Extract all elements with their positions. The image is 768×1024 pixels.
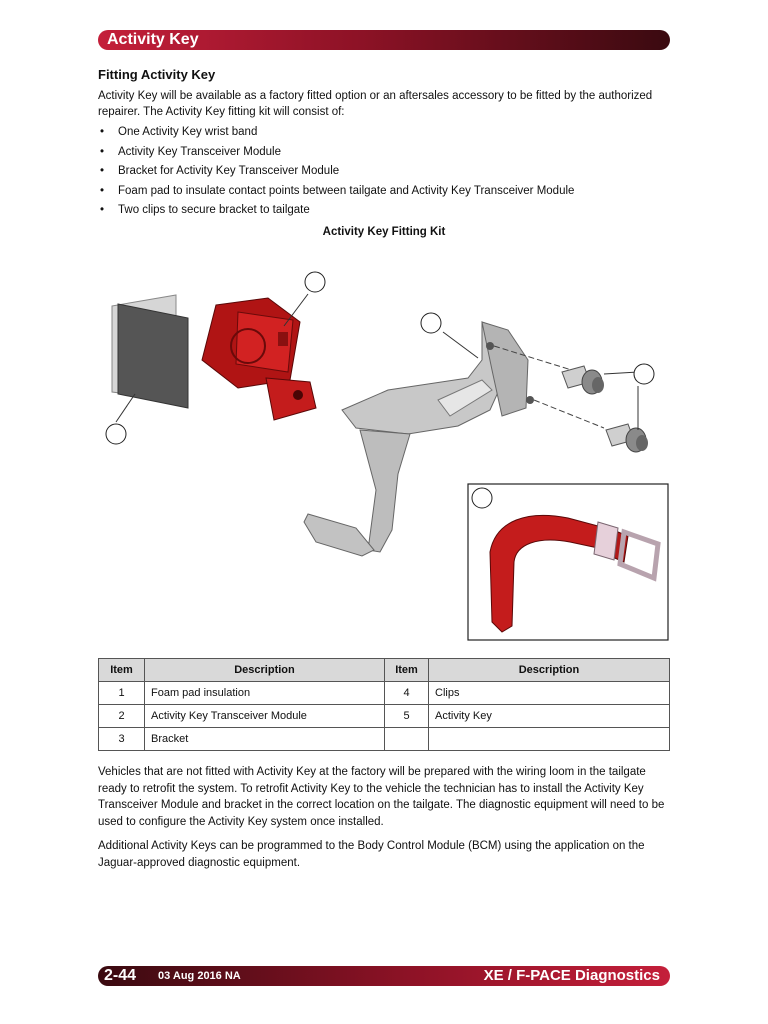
list-item: • Activity Key Transceiver Module <box>98 143 574 163</box>
table-cell: Clips <box>429 682 670 705</box>
table-header-row <box>99 659 670 682</box>
intro-paragraph: Activity Key will be available as a factory fitted option or an aftersales accessory to be fitted by the authorized repairer. The Activity Key fitting kit will consist of: <box>98 90 653 118</box>
table-cell: Bracket <box>145 728 385 751</box>
table-cell <box>385 728 429 751</box>
transceiver-module-image <box>202 294 316 420</box>
callout-circle <box>421 313 441 333</box>
kit-contents-list <box>98 123 574 221</box>
retrofit-paragraph: Vehicles that are not fitted with Activity Key at the factory will be prepared with the wiring loom in the tailgate ready to retrofit the system. To retrofit Activity Key to the vehicle the technician has to install the Activity Key Transceiver Module and bracket in the correct location on the tailgate. The diagnostic equipment will need to be used to configure the Activity Key system once installed. <box>98 766 665 828</box>
column-header: Description <box>429 659 670 682</box>
table-row <box>99 682 670 705</box>
table-cell: Activity Key Transceiver Module <box>145 705 385 728</box>
footer-date: 03 Aug 2016 NA <box>158 970 241 982</box>
table-cell: Activity Key <box>429 705 670 728</box>
figure-caption: Activity Key Fitting Kit <box>322 226 446 238</box>
programming-paragraph: Additional Activity Keys can be programmed to the Body Control Module (BCM) using the application on the Jaguar-approved diagnostic equipment. <box>98 840 645 869</box>
callout-circle <box>634 364 654 384</box>
document-title: XE / F-PACE Diagnostics <box>483 967 660 984</box>
callout-circle <box>472 488 492 508</box>
foam-pad-image <box>112 295 188 422</box>
callout-circle <box>106 424 126 444</box>
table-row <box>99 705 670 728</box>
list-item: • Foam pad to insulate contact points between tailgate and Activity Key Transceiver Module <box>98 182 574 202</box>
list-item: • One Activity Key wrist band <box>98 123 574 143</box>
table-cell: 2 <box>99 705 145 728</box>
table-cell: 4 <box>385 682 429 705</box>
table-row <box>99 728 670 751</box>
parts-table <box>98 658 670 751</box>
table-cell: 5 <box>385 705 429 728</box>
table-cell: Foam pad insulation <box>145 682 385 705</box>
table-cell: 1 <box>99 682 145 705</box>
table-cell: 3 <box>99 728 145 751</box>
section-title: Fitting Activity Key <box>98 67 216 82</box>
column-header: Item <box>385 659 429 682</box>
list-item: • Bracket for Activity Key Transceiver Module <box>98 162 574 182</box>
fitting-kit-illustration <box>98 260 674 650</box>
column-header: Description <box>145 659 385 682</box>
page-number: 2-44 <box>104 967 137 984</box>
table-cell <box>429 728 670 751</box>
list-item: • Two clips to secure bracket to tailgate <box>98 201 574 221</box>
page-title: Activity Key <box>107 31 199 48</box>
column-header: Item <box>99 659 145 682</box>
callout-circle <box>305 272 325 292</box>
